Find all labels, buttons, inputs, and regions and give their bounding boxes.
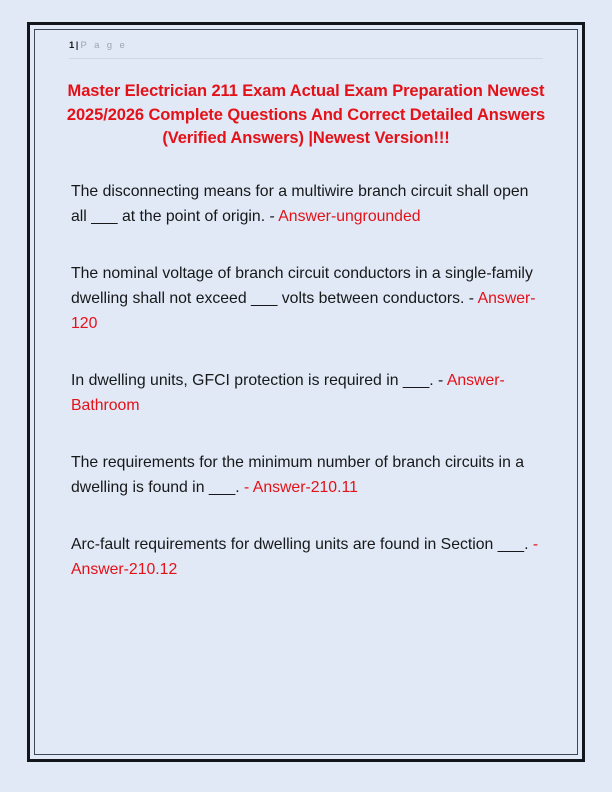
header-page-number: 1 — [69, 40, 75, 51]
question-text-part2: . — [235, 478, 245, 496]
header-page-word: P a g e — [80, 40, 128, 51]
answer-blank: ___ — [497, 535, 525, 553]
answer-text: - Answer-210.11 — [244, 478, 358, 496]
header-divider — [69, 58, 543, 59]
question-text-part1: The disconnecting means for a multiwire branch circuit shall open all — [71, 182, 529, 225]
question-text-part1: In dwelling units, GFCI protection is required in — [71, 371, 403, 389]
header-page-label — [69, 40, 543, 52]
page-content-area — [35, 30, 577, 754]
question-text-part1: The nominal voltage of branch circuit conductors in a single-family dwelling shall not exceed — [71, 264, 533, 307]
question-text-part2: . - — [429, 371, 447, 389]
question-text-part2: at the point of origin. - — [117, 207, 279, 225]
qa-item — [71, 261, 541, 336]
qa-item — [71, 532, 541, 582]
qa-item — [71, 368, 541, 418]
answer-blank: ___ — [91, 207, 118, 225]
answer-blank: ___ — [208, 478, 236, 496]
document-title: Master Electrician 211 Exam Actual Exam Preparation Newest 2025/2026 Complete Questions And Correct Detailed Answers (Verified Answers) |Newest Version!!! — [66, 82, 546, 147]
answer-text: Answer-120 — [71, 289, 536, 332]
question-text-part1: The requirements for the minimum number of branch circuits in a dwelling is found in — [71, 453, 525, 496]
answer-text: Answer-ungrounded — [278, 207, 421, 225]
question-text-part1: Arc-fault requirements for dwelling units are found in Section — [71, 535, 498, 553]
question-text-part2: volts between conductors. - — [277, 289, 478, 307]
answer-text: Answer-Bathroom — [71, 371, 505, 414]
running-header — [35, 30, 577, 58]
answer-blank: ___ — [251, 289, 278, 307]
qa-item — [71, 179, 541, 229]
answer-blank: ___ — [402, 371, 430, 389]
question-text-part2: . — [524, 535, 533, 553]
qa-item — [71, 450, 541, 500]
header-separator: | — [75, 40, 79, 51]
question-answer-list — [35, 151, 577, 582]
answer-text: - Answer-210.12 — [71, 535, 539, 578]
